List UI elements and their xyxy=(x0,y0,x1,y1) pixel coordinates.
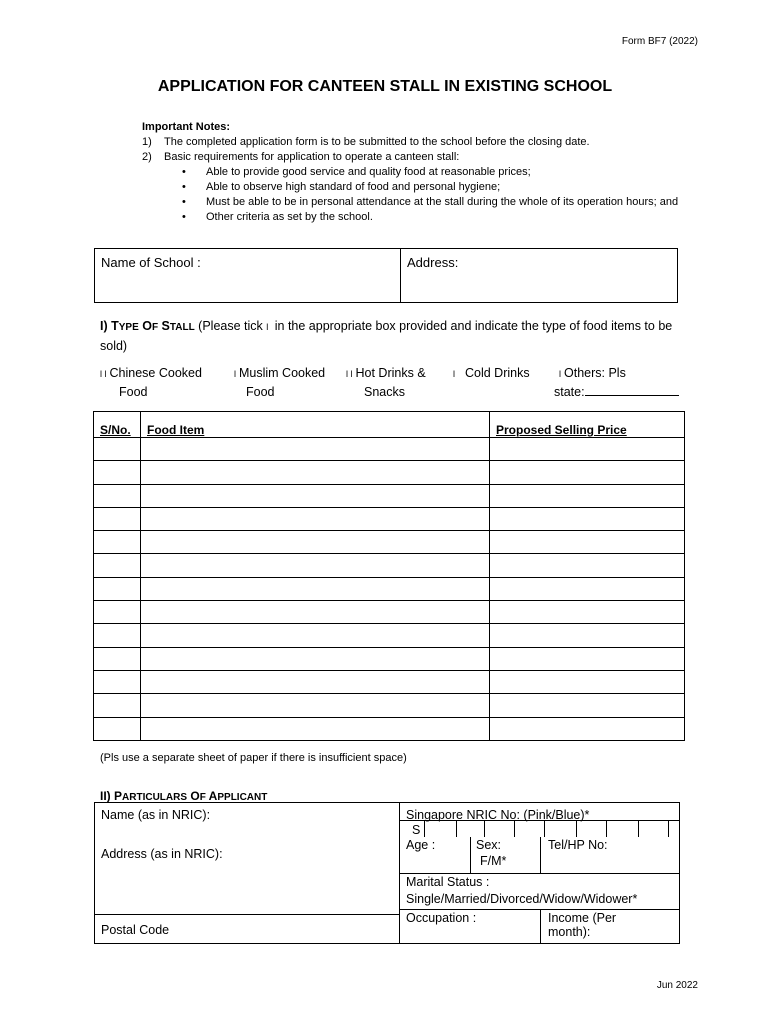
food-item-cell[interactable] xyxy=(141,484,490,507)
price-cell[interactable] xyxy=(490,601,685,624)
table-row xyxy=(94,554,685,577)
sex-field[interactable]: Sex: xyxy=(476,838,502,852)
option-others[interactable]: l Others: Pls state: xyxy=(559,364,679,401)
sno-cell[interactable] xyxy=(94,717,141,740)
insufficient-space-note: (Pls use a separate sheet of paper if there is insufficient space) xyxy=(100,752,407,764)
price-cell[interactable] xyxy=(490,554,685,577)
table-row xyxy=(94,461,685,484)
food-item-cell[interactable] xyxy=(141,647,490,670)
note-bullet: • Other criteria as set by the school. xyxy=(182,211,373,223)
sno-cell[interactable] xyxy=(94,438,141,461)
others-state-input[interactable] xyxy=(585,383,679,396)
food-item-cell[interactable] xyxy=(141,507,490,530)
sno-cell[interactable] xyxy=(94,647,141,670)
table-row xyxy=(94,717,685,740)
table-row xyxy=(94,507,685,530)
occupation-field[interactable]: Occupation : xyxy=(406,911,477,925)
section2-heading: II) PARTICULARS OF APPLICANT xyxy=(100,789,268,803)
marital-status-field[interactable]: Marital Status : xyxy=(406,875,490,889)
table-row xyxy=(94,601,685,624)
price-cell[interactable] xyxy=(490,670,685,693)
important-notes xyxy=(142,120,702,225)
nric-prefix: S xyxy=(412,823,421,837)
school-name-field[interactable]: Name of School : xyxy=(95,249,401,302)
note-item: 2) Basic requirements for application to operate a canteen stall: xyxy=(142,151,460,163)
food-item-cell[interactable] xyxy=(141,717,490,740)
food-item-cell[interactable] xyxy=(141,554,490,577)
price-cell[interactable] xyxy=(490,577,685,600)
price-cell[interactable] xyxy=(490,647,685,670)
address-field[interactable]: Address (as in NRIC): xyxy=(101,847,223,861)
sno-cell[interactable] xyxy=(94,577,141,600)
sno-cell[interactable] xyxy=(94,601,141,624)
food-item-cell[interactable] xyxy=(141,624,490,647)
price-cell[interactable] xyxy=(490,531,685,554)
price-cell[interactable] xyxy=(490,624,685,647)
form-code: Form BF7 (2022) xyxy=(621,36,698,47)
postal-code-field[interactable]: Postal Code xyxy=(101,923,170,937)
table-row xyxy=(94,577,685,600)
age-field[interactable]: Age : xyxy=(406,838,436,852)
price-cell[interactable] xyxy=(490,507,685,530)
option-muslim-cooked[interactable]: l Muslim Cooked Food xyxy=(234,366,326,399)
price-cell[interactable] xyxy=(490,461,685,484)
food-item-cell[interactable] xyxy=(141,461,490,484)
price-cell[interactable] xyxy=(490,438,685,461)
sex-options: F/M* xyxy=(480,854,507,868)
sno-cell[interactable] xyxy=(94,694,141,717)
sno-cell[interactable] xyxy=(94,554,141,577)
food-items-table xyxy=(93,411,685,741)
income-field[interactable]: Income (Per month): xyxy=(548,911,617,939)
nric-label: Singapore NRIC No: (Pink/Blue)* xyxy=(406,808,590,822)
particulars-right xyxy=(400,803,679,943)
notes-heading: Important Notes: xyxy=(142,121,230,133)
food-item-cell[interactable] xyxy=(141,670,490,693)
sno-cell[interactable] xyxy=(94,624,141,647)
school-address-field[interactable]: Address: xyxy=(407,255,459,270)
table-row xyxy=(94,484,685,507)
sno-cell[interactable] xyxy=(94,670,141,693)
header-sno: S/No. xyxy=(94,412,141,438)
table-row xyxy=(94,694,685,717)
page-title: APPLICATION FOR CANTEEN STALL IN EXISTING SCHOOL xyxy=(157,78,613,95)
food-item-cell[interactable] xyxy=(141,601,490,624)
table-row xyxy=(94,438,685,461)
note-bullet: • Able to provide good service and quality food at reasonable prices; xyxy=(182,166,531,178)
note-bullet: • Able to observe high standard of food and personal hygiene; xyxy=(182,181,501,193)
section1-heading: I) TYPE OF STALL (Please tick l in the appropriate box provided and indicate the type of food items to be sold) xyxy=(100,319,673,353)
food-item-cell[interactable] xyxy=(141,577,490,600)
tel-field[interactable]: Tel/HP No: xyxy=(548,838,608,852)
table-row xyxy=(94,647,685,670)
particulars-box xyxy=(94,802,680,944)
food-item-cell[interactable] xyxy=(141,438,490,461)
note-item: 1) The completed application form is to be submitted to the school before the closing date. xyxy=(142,136,590,148)
food-item-cell[interactable] xyxy=(141,531,490,554)
option-chinese-cooked[interactable]: l l Chinese Cooked Food xyxy=(100,366,202,399)
food-item-cell[interactable] xyxy=(141,694,490,717)
option-hot-drinks[interactable]: l l Hot Drinks & Snacks xyxy=(346,366,426,399)
price-cell[interactable] xyxy=(490,717,685,740)
price-cell[interactable] xyxy=(490,694,685,717)
section-type-of-stall xyxy=(100,317,690,355)
table-row xyxy=(94,531,685,554)
note-bullet: • Must be able to be in personal attendance at the stall during the whole of its operation hours; and xyxy=(182,196,679,208)
particulars-left xyxy=(95,803,400,943)
table-row xyxy=(94,670,685,693)
header-price: Proposed Selling Price xyxy=(490,412,685,438)
marital-options: Single/Married/Divorced/Widow/Widower* xyxy=(406,892,638,906)
name-field[interactable]: Name (as in NRIC): xyxy=(101,808,211,822)
school-info-box xyxy=(94,248,678,303)
option-cold-drinks[interactable]: l Cold Drinks xyxy=(453,366,530,380)
sno-cell[interactable] xyxy=(94,507,141,530)
header-food-item: Food Item xyxy=(141,412,490,438)
sno-cell[interactable] xyxy=(94,461,141,484)
price-cell[interactable] xyxy=(490,484,685,507)
table-row xyxy=(94,624,685,647)
sno-cell[interactable] xyxy=(94,484,141,507)
sno-cell[interactable] xyxy=(94,531,141,554)
footer-date: Jun 2022 xyxy=(656,980,698,991)
